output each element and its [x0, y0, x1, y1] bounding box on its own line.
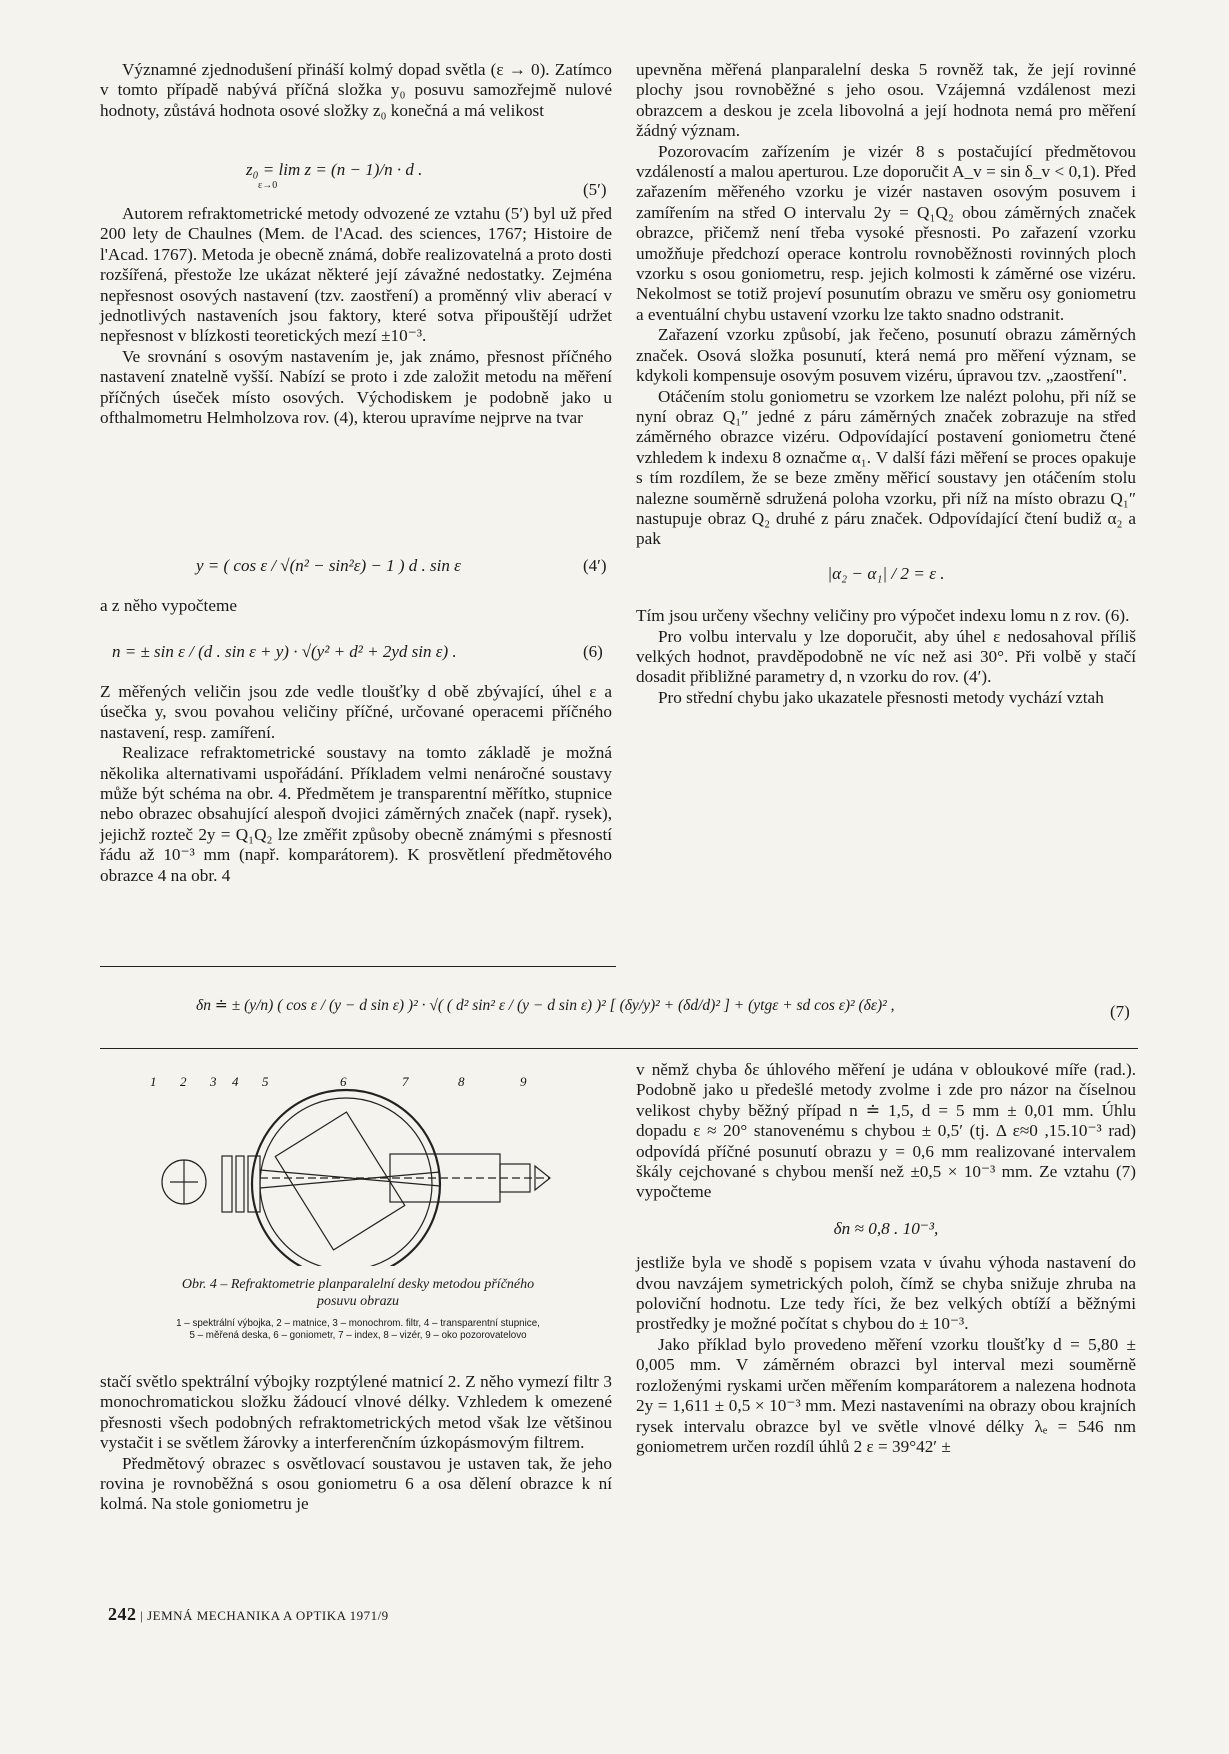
paragraph: Ve srovnání s osovým nastavením je, jak známo, přesnost příčného nastavení znatelně vyšší. Nabízí se proto i zde založit metodu na měření příčných úseček místo osových. Východiskem je podobně jako u ofthalmometru Helmholzova rov. (4), kterou upravíme nejprve na tvar [100, 346, 612, 428]
figure-label: 9 [520, 1074, 527, 1089]
equation-subscript: ε→0 [258, 180, 278, 191]
paragraph: a z něho vypočteme [100, 596, 237, 615]
paragraph: Zařazení vzorku způsobí, jak řečeno, posunutí obrazu záměrných značek. Osová složka posunutí, která nemá pro měření význam, se kdykoli kompensuje osovým posuvem vizéru, úpravou tzv. „zaostření". [636, 325, 1136, 386]
equation-result: δn ≈ 0,8 . 10⁻³, [833, 1218, 939, 1238]
legend-line: 5 – měřená deska, 6 – goniometr, 7 – index, 8 – vizér, 9 – oko pozorovatelovo [189, 1330, 527, 1341]
figure-label: 5 [262, 1074, 269, 1089]
equation-7: δn ≐ ± (y/n) ( cos ε / (y − d sin ε) )² · √( ( d² sin² ε / (y − d sin ε) )² [ (δy/y)² + (δd/d)² ] + (ytgε + sd cos ε)² (δε)² , [196, 997, 895, 1014]
paragraph: Autorem refraktometrické metody odvozené ze vztahu (5′) byl už před 200 lety de Chaulnes (Mem. de l'Acad. des sciences, 1767; Histoire de l'Acad. 1767). Metoda je obecně známá, dobře realizovatelná a proto dosti rozšířená, přestože lze ukázat některé její závažné nedostatky. Zejména nepřesnost osových nastavení (tzv. zaostření) a proměnný vliv aberací v jednotlivých nastaveních jsou faktory, které sotva připouštějí udržet nepřesnost v blízkosti teoretických mezí ±10⁻³. [100, 204, 612, 346]
left-column-mid [100, 204, 612, 428]
divider [100, 966, 616, 967]
equation-7-number: (7) [1110, 1002, 1130, 1021]
equation-4: y = ( cos ε / √(n² − sin²ε) − 1 ) d . sin ε [196, 556, 461, 575]
paragraph: upevněna měřená planparalelní deska 5 rovněž tak, že její rovinné plochy jsou rovnoběžné s jeho osou. Vzájemná vzdálenost mezi obrazcem a deskou je zcela libovolná a její hodnota nemá pro měření žádný význam. [636, 60, 1136, 141]
caption-line: Obr. 4 – Refraktometrie planparalelní desky metodou příčného [181, 1277, 535, 1292]
paragraph: stačí světlo spektrální výbojky rozptýlené matnicí 2. Z něho vymezí filtr 3 monochromatickou složku žádoucí vlnové délky. Vzhledem k omezené přesnosti všech podobných refraktometrických metod však lze většinou vystačit i se světlem žárovky a interferenčním úzkopásmovým filtrem. [100, 1372, 612, 1453]
paragraph: Pro volbu intervalu y lze doporučit, aby úhel ε nedosahoval příliš velkých hodnot, pravděpodobně ne víc než asi 30°. Při volbě y stačí dosadit přibližné parametry d, n vzorku do rov. (4′). [636, 626, 1136, 687]
figure-label: 3 [210, 1074, 217, 1089]
figure-4 [140, 1074, 580, 1266]
refractometer-diagram [140, 1074, 580, 1266]
figure-label: 2 [180, 1074, 187, 1089]
paragraph: Jako příklad bylo provedeno měření vzorku tloušťky d = 5,80 ± 0,005 mm. V záměrném obrazci byl interval mezi souměrně rozloženými ryskami určen měřením komparátorem a nalezena hodnota 2y = 1,611 ± 0,5 × 10⁻³ mm. Mezi nastaveními na obrazy obou krajních rysek intervalu obrazce byl ve světle vlnové délky λₑ = 546 nm goniometrem určen rozdíl úhlů 2 ε = 39°42′ ± [636, 1334, 1136, 1456]
left-column-text [100, 596, 612, 616]
figure-legend [100, 1318, 616, 1342]
left-column-lower [100, 682, 612, 886]
paragraph: Tím jsou určeny všechny veličiny pro výpočet indexu lomu n z rov. (6). [636, 606, 1130, 626]
page-footer [108, 1604, 389, 1625]
paragraph: jestliže byla ve shodě s popisem vzata v úvahu výhoda nastavení do dvou navzájem symetrických poloh, čímž se chyba snižuje zhruba na poloviční hodnotu. Lze tedy říci, že bez velkých obtíží a běžnými prostředky je možné počítat s chybou do ± 10⁻³. [636, 1253, 1136, 1334]
paragraph: Otáčením stolu goniometru se vzorkem lze nalézt polohu, při níž se nyní obraz Q₁″ jedné z páru záměrných značek zobrazuje na střed záměrného obrazce vizéru. Odpovídající postavení goniometru čtené vzhledem k indexu 8 označme α₁. V další fázi měření se proces opakuje s tím rozdílem, že se beze změny měřicí soustavy jen otáčením stolu nalezne souměrně sdružená poloha vzorku, při níž na místo obrazu Q₁″ nastupuje obraz Q₂ druhé z páru značek. Odpovídající čtení budiž α₂ a pak [636, 386, 1136, 549]
figure-label: 4 [232, 1074, 239, 1089]
equation-5-number: (5′) [583, 180, 607, 199]
paragraph: Předmětový obrazec s osvětlovací soustavou je ustaven tak, že jeho rovina je rovnoběžná s osou goniometru 6 a osa dělení obrazce k ní kolmá. Na stole goniometru je [100, 1453, 612, 1514]
right-column-top [636, 60, 1136, 708]
equation-alpha: |α₂ − α₁| / 2 = ε . [827, 563, 945, 583]
paragraph: v němž chyba δε úhlového měření je udána v obloukové míře (rad.). Podobně jako u předešlé metody zvolme i zde pro názor na číselnou velikost chyby běžný případ n ≐ 1,5, d = 5 mm ± 0,01 mm. Úhlu dopadu ε ≈ 20° stanovenému s chybou ± 0,5′ (tj. Δ ε≈0 ,15.10⁻³ rad) odpovídá příčné posunutí obrazu y = 0,6 mm realizované intervalem škály cejchované s chybou menší než ±0,5 × 10⁻³ mm. Ze vztahu (7) vypočteme [636, 1060, 1136, 1202]
paragraph: Pro střední chybu jako ukazatele přesnosti metody vychází vztah [658, 687, 1104, 707]
figure-label: 1 [150, 1074, 157, 1089]
equation-4-number: (4′) [583, 556, 607, 575]
paragraph: Z měřených veličin jsou zde vedle tloušťky d obě zbývající, úhel ε a úsečka y, svou povahou veličiny příčné, určované operacemi příčného nastavení, resp. zamíření. [100, 682, 612, 742]
equation-text: z₀ = lim z = (n − 1)/n · d . [246, 160, 423, 179]
figure-caption [100, 1276, 616, 1310]
paragraph: Pozorovacím zařízením je vizér 8 s postačující předmětovou vzdáleností a malou aperturou. Lze doporučit A_v = sin δ_v < 0,1). Před zařazením měřeného vzorku je vizér nastaven osovým posuvem i zamířením na střed O intervalu 2y = Q₁Q₂ obou záměrných značek obrazce, přičemž není třeba vysoké přesnosti. Po zařazení vzorku umožňuje předchozí operace kontrolu rovnoběžnosti rovinných ploch vzorku s osou goniometru, resp. jejich kolmosti k záměrné ose vizéru. Nekolmost se totiž projeví posunutím obrazu ve směru osy goniometru a eventuální chybu ustavení vzorku lze takto snadno odstranit. [636, 141, 1136, 324]
equation-5 [246, 160, 422, 191]
figure-label: 7 [402, 1074, 409, 1089]
legend-line: 1 – spektrální výbojka, 2 – matnice, 3 – monochrom. filtr, 4 – transparentní stupnice, [176, 1318, 540, 1329]
equation-6: n = ± sin ε / (d . sin ε + y) · √(y² + d² + 2yd sin ε) . [112, 642, 457, 661]
footer-separator: | [140, 1608, 148, 1623]
left-column-bottom [100, 1372, 612, 1515]
figure-label: 8 [458, 1074, 465, 1089]
paragraph: Významné zjednodušení přináší kolmý dopad světla (ε → 0). Zatímco v tomto případě nabývá příčná složka y₀ posuvu samozřejmě nulové hodnoty, zůstává hodnota osové složky z₀ konečná a má velikost [100, 60, 612, 120]
caption-line: posuvu obrazu [316, 1294, 400, 1309]
page-number: 242 [108, 1604, 137, 1624]
journal-name: JEMNÁ MECHANIKA A OPTIKA 1971/9 [147, 1608, 389, 1623]
figure-label: 6 [340, 1074, 347, 1089]
paragraph: Realizace refraktometrické soustavy na tomto základě je možná několika alternativami uspořádání. Příkladem velmi nenáročné soustavy může být schéma na obr. 4. Předmětem je transparentní měřítko, stupnice nebo obrazec obsahující alespoň dvojici záměrných značek (např. rysek), jejichž rozteč 2y = Q₁Q₂ lze změřit způsoby obecně známými s přesností řádu až 10⁻³ mm (např. komparátorem). K prosvětlení předmětového obrazce 4 na obr. 4 [100, 743, 612, 885]
left-column-top [100, 60, 612, 121]
equation-6-number: (6) [583, 642, 603, 661]
divider [100, 1048, 1138, 1049]
right-column-bottom [636, 1060, 1136, 1457]
